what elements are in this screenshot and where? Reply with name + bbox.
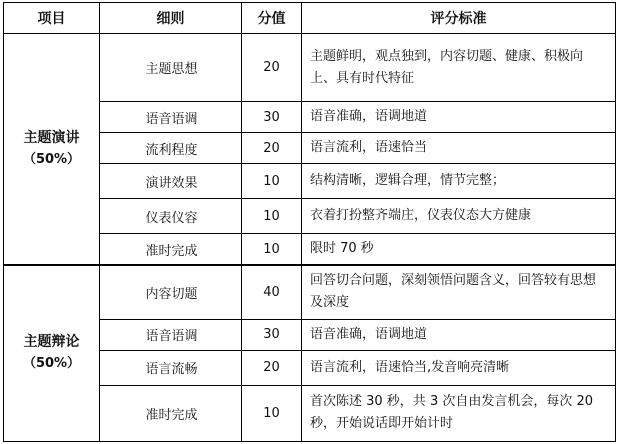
detail-cell: 流利程度 xyxy=(100,133,242,164)
table-row xyxy=(4,265,616,319)
score-cell: 20 xyxy=(242,350,302,385)
table-row xyxy=(4,34,616,102)
section-speech xyxy=(4,34,100,266)
criteria-cell: 限时 70 秒 xyxy=(302,234,616,266)
detail-cell: 语言流畅 xyxy=(100,350,242,385)
score-cell: 10 xyxy=(242,385,302,441)
score-cell: 40 xyxy=(242,265,302,319)
detail-cell: 仪表仪容 xyxy=(100,199,242,234)
score-cell: 10 xyxy=(242,199,302,234)
score-cell: 10 xyxy=(242,164,302,199)
criteria-cell: 首次陈述 30 秒，共 3 次自由发言机会，每次 20 秒，开始说话即开始计时 xyxy=(302,385,616,441)
detail-cell: 主题思想 xyxy=(100,34,242,102)
detail-cell: 演讲效果 xyxy=(100,164,242,199)
detail-cell: 语音语调 xyxy=(100,319,242,350)
criteria-cell: 语音准确，语调地道 xyxy=(302,319,616,350)
score-cell: 20 xyxy=(242,34,302,102)
criteria-cell: 语音准确，语调地道 xyxy=(302,102,616,133)
score-cell: 10 xyxy=(242,234,302,266)
header-criteria: 评分标准 xyxy=(302,3,616,34)
detail-cell: 准时完成 xyxy=(100,385,242,441)
header-detail: 细则 xyxy=(100,3,242,34)
table-header-row xyxy=(4,3,616,34)
score-cell: 30 xyxy=(242,319,302,350)
section-title: 主题演讲 xyxy=(23,130,80,146)
header-project: 项目 xyxy=(4,3,100,34)
criteria-cell: 语言流利，语速恰当,发音响亮清晰 xyxy=(302,350,616,385)
criteria-cell: 语言流利，语速恰当 xyxy=(302,133,616,164)
header-score: 分值 xyxy=(242,3,302,34)
detail-cell: 内容切题 xyxy=(100,265,242,319)
score-cell: 30 xyxy=(242,102,302,133)
section-debate xyxy=(4,265,100,441)
criteria-cell: 主题鲜明，观点独到，内容切题、健康、积极向上、具有时代特征 xyxy=(302,34,616,102)
section-title: 主题辩论 xyxy=(23,334,80,351)
section-percent: （50%） xyxy=(22,356,81,372)
criteria-cell: 结构清晰，逻辑合理，情节完整； xyxy=(302,164,616,199)
criteria-cell: 衣着打扮整齐端庄，仪表仪态大方健康 xyxy=(302,199,616,234)
score-cell: 20 xyxy=(242,133,302,164)
detail-cell: 准时完成 xyxy=(100,234,242,266)
section-percent: （50%） xyxy=(22,152,81,167)
detail-cell: 语音语调 xyxy=(100,102,242,133)
criteria-cell: 回答切合问题，深刻领悟问题含义，回答较有思想及深度 xyxy=(302,265,616,319)
scoring-table-container xyxy=(3,2,615,442)
scoring-table xyxy=(3,2,616,442)
